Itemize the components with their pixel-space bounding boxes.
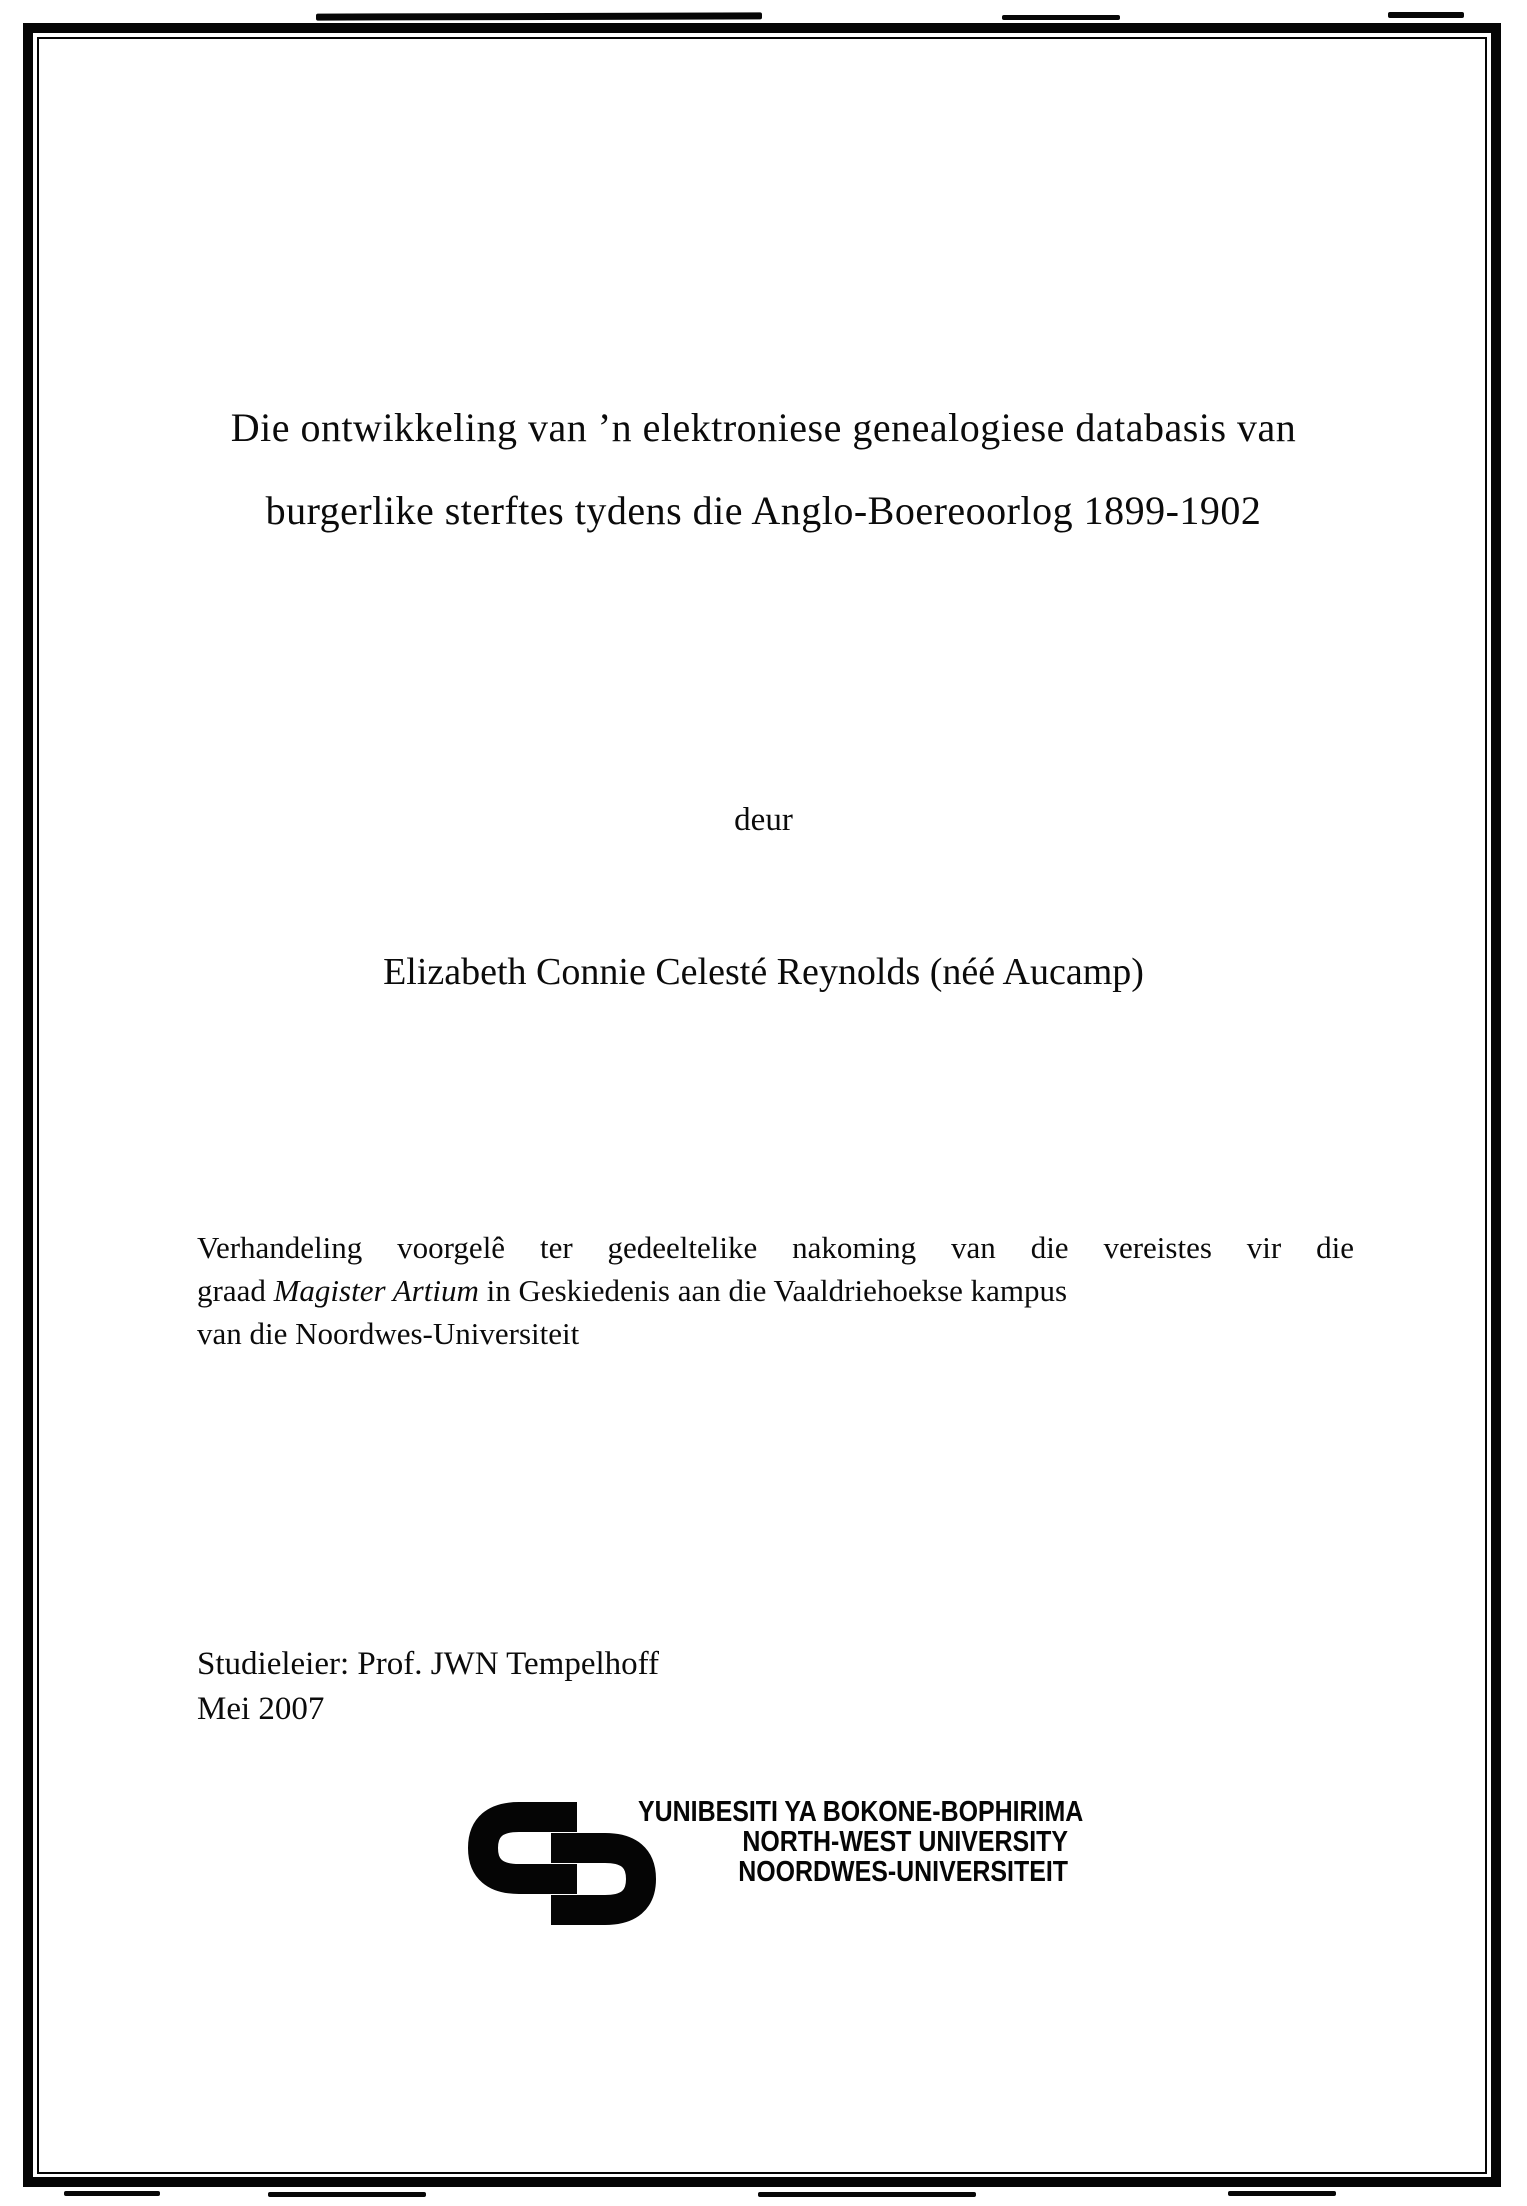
- scan-artifact: [316, 12, 762, 20]
- degree-statement-line-1: Verhandeling voorgelê ter gedeeltelike nakoming van die vereistes vir die: [197, 1230, 1354, 1265]
- degree-statement-line-2: [197, 1269, 1354, 1312]
- scan-artifact: [268, 2192, 426, 2197]
- degree-statement: [197, 1226, 1354, 1355]
- degree-name-italic: Magister Artium: [273, 1273, 479, 1308]
- logo-line-afrikaans: NOORDWES-UNIVERSITEIT: [738, 1856, 1068, 1888]
- scan-artifact: [1388, 12, 1464, 18]
- logo-line-setswana: YUNIBESITI YA BOKONE-BOPHIRIMA: [638, 1796, 1084, 1828]
- degree-statement-line-3: van die Noordwes-Universiteit: [197, 1316, 580, 1351]
- thesis-title-line-1: Die ontwikkeling van ’n elektroniese genealogiese databasis van: [230, 405, 1297, 450]
- date-line: Mei 2007: [197, 1691, 325, 1727]
- university-logo-text: [638, 1796, 1084, 1888]
- thesis-title: [60, 386, 1467, 552]
- supervisor-block: [197, 1642, 659, 1732]
- scan-artifact: [758, 2192, 976, 2197]
- author-name: Elizabeth Connie Celesté Reynolds (néé Aucamp): [383, 951, 1144, 993]
- degree-statement-line-2-pre: graad: [197, 1273, 274, 1308]
- supervisor-line: Studieleier: Prof. JWN Tempelhoff: [197, 1646, 660, 1682]
- thesis-title-line-2: burgerlike sterftes tydens die Anglo-Boereoorlog 1899-1902: [265, 488, 1262, 533]
- scan-artifact: [1002, 15, 1120, 20]
- nwu-logo-icon: [467, 1802, 657, 1926]
- degree-statement-line-2-post: in Geskiedenis aan die Vaaldriehoekse kampus: [478, 1273, 1068, 1308]
- byline-deur: deur: [734, 802, 793, 838]
- scan-artifact: [1228, 2191, 1336, 2196]
- logo-line-english: NORTH-WEST UNIVERSITY: [742, 1826, 1068, 1858]
- scan-artifact: [64, 2191, 160, 2196]
